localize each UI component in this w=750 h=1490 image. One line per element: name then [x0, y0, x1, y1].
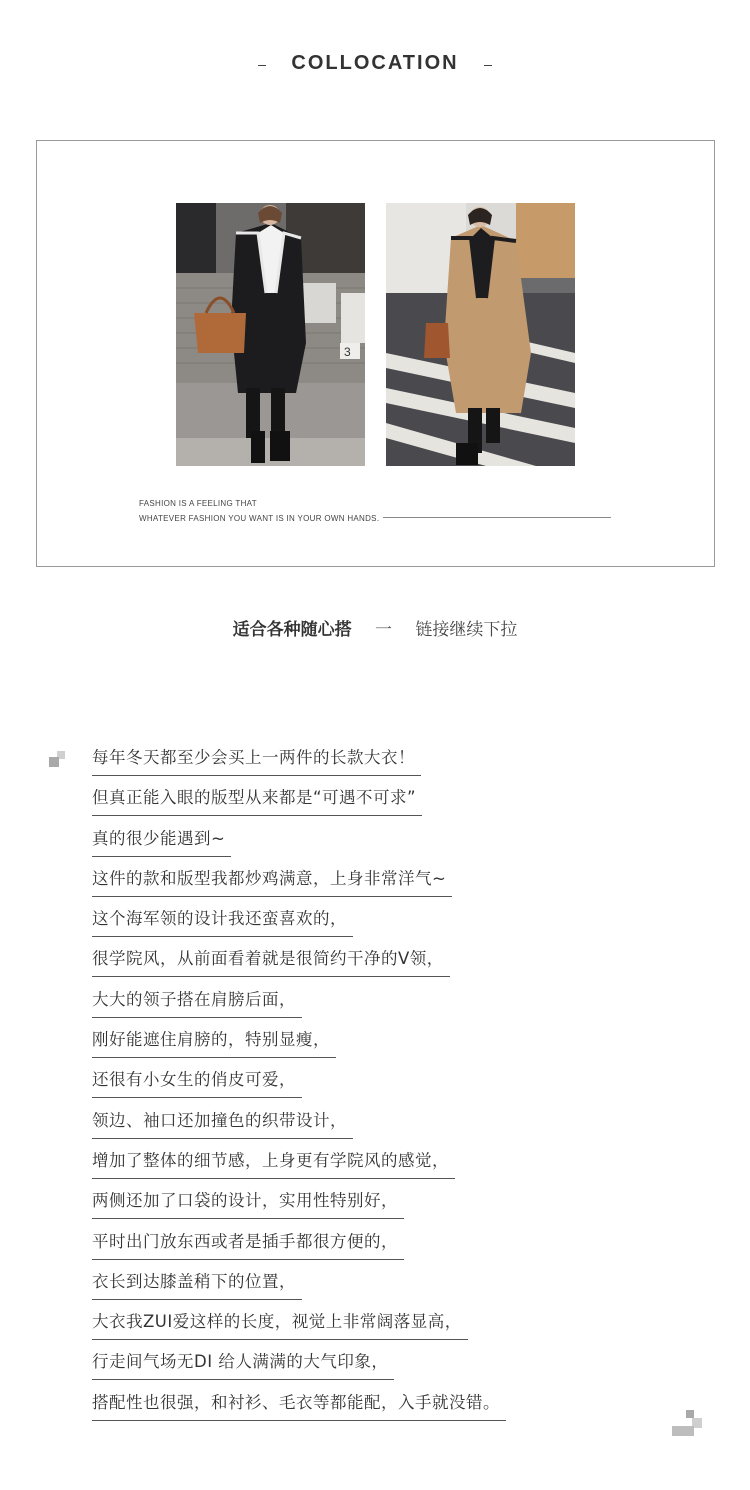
description-line: 但真正能入眼的版型从来都是“可遇不可求”	[92, 784, 506, 824]
description-line: 还很有小女生的俏皮可爱，	[92, 1066, 506, 1106]
camel-coat-photo-illustration	[386, 203, 575, 466]
fashion-caption-line-1: FASHION IS A FEELING THAT	[139, 499, 257, 508]
styling-subtitle	[0, 615, 750, 640]
header-dash-right	[484, 65, 492, 66]
caption-divider	[383, 517, 611, 518]
subtitle-right: 链接继续下拉	[415, 620, 518, 640]
description-line: 每年冬天都至少会买上一两件的长款大衣！	[92, 744, 506, 784]
header-dash-left	[258, 65, 266, 66]
description-line: 这个海军领的设计我还蛮喜欢的，	[92, 905, 506, 945]
pixel-decoration-icon	[49, 751, 65, 767]
black-coat-photo-illustration	[176, 203, 365, 466]
description-line: 很学院风，从前面看着就是很简约干净的V领，	[92, 945, 506, 985]
model-camel-coat-photo	[386, 203, 575, 466]
collocation-frame	[36, 140, 715, 567]
subtitle-left: 适合各种随心搭	[232, 620, 352, 640]
description-line: 领边、袖口还加撞色的织带设计，	[92, 1107, 506, 1147]
description-line: 大大的领子搭在肩膀后面，	[92, 986, 506, 1026]
description-line: 刚好能遮住肩膀的，特别显瘦，	[92, 1026, 506, 1066]
pixel-decoration-icon	[672, 1410, 702, 1438]
description-line: 衣长到达膝盖稍下的位置，	[92, 1268, 506, 1308]
description-line: 真的很少能遇到~	[92, 825, 506, 865]
subtitle-separator: 一	[375, 620, 392, 640]
description-line: 大衣我ZUI爱这样的长度，视觉上非常阔落显高，	[92, 1308, 506, 1348]
product-description	[92, 744, 506, 1429]
description-line: 增加了整体的细节感，上身更有学院风的感觉，	[92, 1147, 506, 1187]
model-black-coat-photo	[176, 203, 365, 466]
description-line: 行走间气场无DI 给人满满的大气印象，	[92, 1348, 506, 1388]
fashion-caption	[139, 496, 379, 526]
section-title: COLLOCATION	[291, 52, 459, 74]
description-line: 这件的款和版型我都炒鸡满意，上身非常洋气~	[92, 865, 506, 905]
section-header	[0, 52, 750, 75]
description-line: 平时出门放东西或者是插手都很方便的，	[92, 1228, 506, 1268]
svg-text:3: 3	[344, 345, 351, 359]
fashion-caption-line-2: WHATEVER FASHION YOU WANT IS IN YOUR OWN HANDS.	[139, 514, 380, 523]
description-line: 两侧还加了口袋的设计，实用性特别好，	[92, 1187, 506, 1227]
description-line: 搭配性也很强，和衬衫、毛衣等都能配，入手就没错。	[92, 1389, 506, 1429]
